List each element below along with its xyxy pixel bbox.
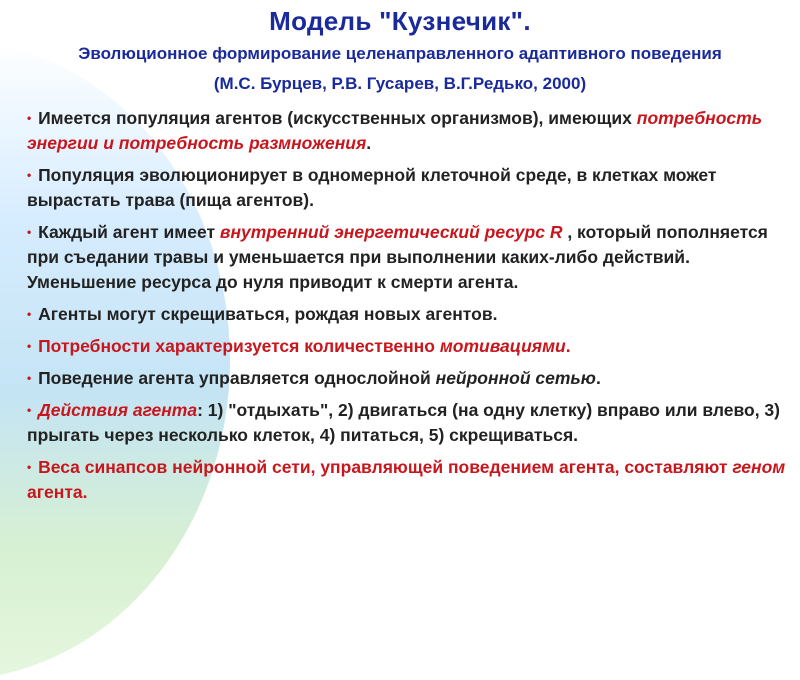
slide-subtitle: Эволюционное формирование целенаправленного адаптивного поведения (78, 44, 722, 63)
bullet-icon: • (27, 460, 32, 474)
slide-title: Модель "Кузнечик". (269, 6, 531, 36)
bullet-icon: • (27, 371, 32, 385)
item-text-end: , который пополняется при съедании травы и уменьшается при выполнении каких-либо действий. Уменьшение ресурса до нуля приводит к смерти агента. (27, 222, 768, 292)
bullet-icon: • (27, 168, 32, 182)
bullet-icon: • (27, 403, 32, 417)
bullet-item-environment (27, 163, 787, 213)
item-emphasis: потребность энергии и потребность размножения (27, 108, 763, 153)
bullet-icon: • (27, 111, 32, 125)
bullet-item-energy-resource (27, 220, 787, 295)
bullet-icon: • (27, 307, 32, 321)
bullet-item-crossing (27, 302, 787, 327)
item-text: Поведение агента управляется однослойной (33, 368, 436, 388)
bullet-item-actions (27, 398, 787, 448)
bullet-list (27, 106, 787, 512)
item-text-end: . (565, 336, 571, 356)
item-emphasis: геном (732, 457, 786, 477)
item-text-end: . (366, 133, 372, 153)
item-text: : 1) "отдыхать", 2) двигаться (на одну клетку) вправо или влево, 3) прыгать через несколько клеток, 4) питаться, 5) скрещиваться. (27, 400, 780, 445)
item-text: Имеется популяция агентов (искусственных организмов), имеющих (33, 108, 637, 128)
item-text: Агенты могут скрещиваться, рождая новых агентов. (33, 304, 498, 324)
item-text-end: агента. (27, 482, 88, 502)
item-emphasis: внутренний энергетический ресурс R (219, 222, 563, 242)
item-text: Потребности характеризуется количественно (33, 336, 440, 356)
bullet-item-population (27, 106, 787, 156)
item-emphasis: нейронной сетью (435, 368, 596, 388)
authors-line: (М.С. Бурцев, Р.В. Гусарев, В.Г.Редько, 2000) (213, 74, 587, 93)
bullet-item-genome (27, 455, 787, 505)
item-emphasis: мотивациями (439, 336, 566, 356)
item-text: Веса синапсов нейронной сети, управляющей поведением агента, составляют (33, 457, 733, 477)
item-text: Каждый агент имеет (33, 222, 220, 242)
bullet-icon: • (27, 339, 32, 353)
bullet-icon: • (27, 225, 32, 239)
bullet-item-motivations (27, 334, 787, 359)
item-emphasis: Действия агента (38, 400, 198, 420)
item-text: Популяция эволюционирует в одномерной клеточной среде, в клетках может вырастать трава (пища агентов). (27, 165, 717, 210)
item-text-end: . (595, 368, 601, 388)
bullet-item-neural-network (27, 366, 787, 391)
